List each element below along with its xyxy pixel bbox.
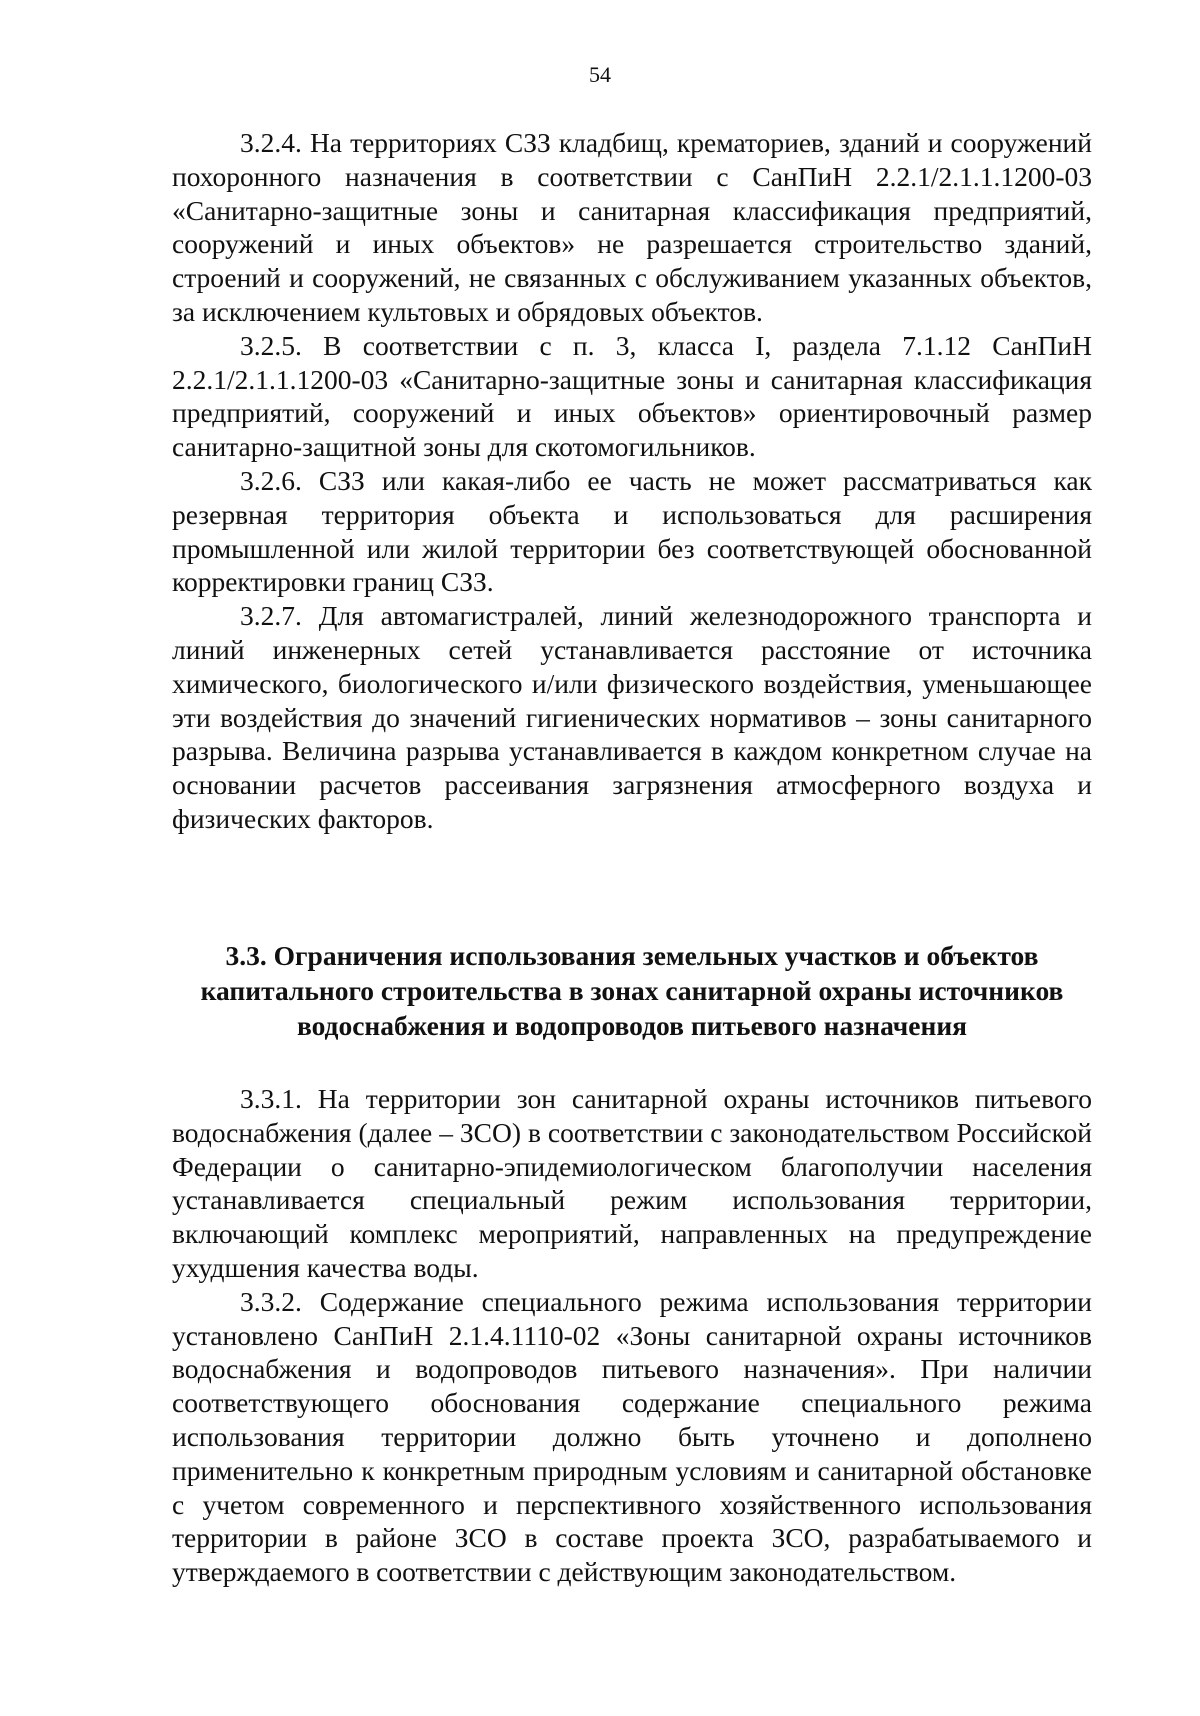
paragraph-3-2-6: 3.2.6. СЗЗ или какая-либо ее часть не может рассматриваться как резервная территория объекта и использоваться для расширения промышленной или жилой территории без соответствующей обоснованной корректировки границ СЗЗ. bbox=[172, 464, 1092, 598]
paragraph-3-3-1: 3.3.1. На территории зон санитарной охраны источников питьевого водоснабжения (далее – ЗСО) в соответствии с законодательством Российской Федерации о санитарно-эпидемиологическом благополучии населения устанавливается специальный режим использования территории, включающий комплекс мероприятий, направленных на предупреждение ухудшения качества воды. bbox=[172, 1083, 1092, 1283]
paragraphs-section-3-2 bbox=[172, 126, 1092, 836]
paragraph-3-2-4: 3.2.4. На территориях СЗЗ кладбищ, крематориев, зданий и сооружений похоронного назначения в соответствии с СанПиН 2.2.1/2.1.1.1200-03 «Санитарно-защитные зоны и санитарная классификация предприятий, сооружений и иных объектов» не разрешается строительство зданий, строений и сооружений, не связанных с обслуживанием указанных объектов, за исключением культовых и обрядовых объектов. bbox=[172, 127, 1092, 327]
section-heading-line-3: водоснабжения и водопроводов питьевого назначения bbox=[296, 1010, 968, 1041]
section-heading-3-3 bbox=[172, 938, 1092, 1043]
section-heading-line-2: капитального строительства в зонах санитарной охраны источников bbox=[200, 975, 1064, 1006]
paragraph-3-2-7: 3.2.7. Для автомагистралей, линий железнодорожного транспорта и линий инженерных сетей устанавливается расстояние от источника химического, биологического и/или физического воздействия, уменьшающее эти воздействия до значений гигиенических нормативов – зоны санитарного разрыва. Величина разрыва устанавливается в каждом конкретном случае на основании расчетов рассеивания загрязнения атмосферного воздуха и физических факторов. bbox=[172, 600, 1092, 834]
paragraph-3-2-5: 3.2.5. В соответствии с п. 3, класса I, раздела 7.1.12 СанПиН 2.2.1/2.1.1.1200-03 «Санитарно-защитные зоны и санитарная классификация предприятий, сооружений и иных объектов» ориентировочный размер санитарно-защитной зоны для скотомогильников. bbox=[172, 329, 1092, 463]
page-number: 54 bbox=[589, 62, 611, 87]
paragraphs-section-3-3 bbox=[172, 1082, 1092, 1589]
section-heading-line-1: 3.3. Ограничения использования земельных участков и объектов bbox=[225, 940, 1039, 971]
paragraph-3-3-2: 3.3.2. Содержание специального режима использования территории установлено СанПиН 2.1.4.1110-02 «Зоны санитарной охраны источников водоснабжения и водопроводов питьевого назначения». При наличии соответствующего обоснования содержание специального режима использования территории должно быть уточнено и дополнено применительно к конкретным природным условиям и санитарной обстановке с учетом современного и перспективного хозяйственного использования территории в районе ЗСО в составе проекта ЗСО, разрабатываемого и утверждаемого в соответствии с действующим законодательством. bbox=[172, 1285, 1092, 1588]
